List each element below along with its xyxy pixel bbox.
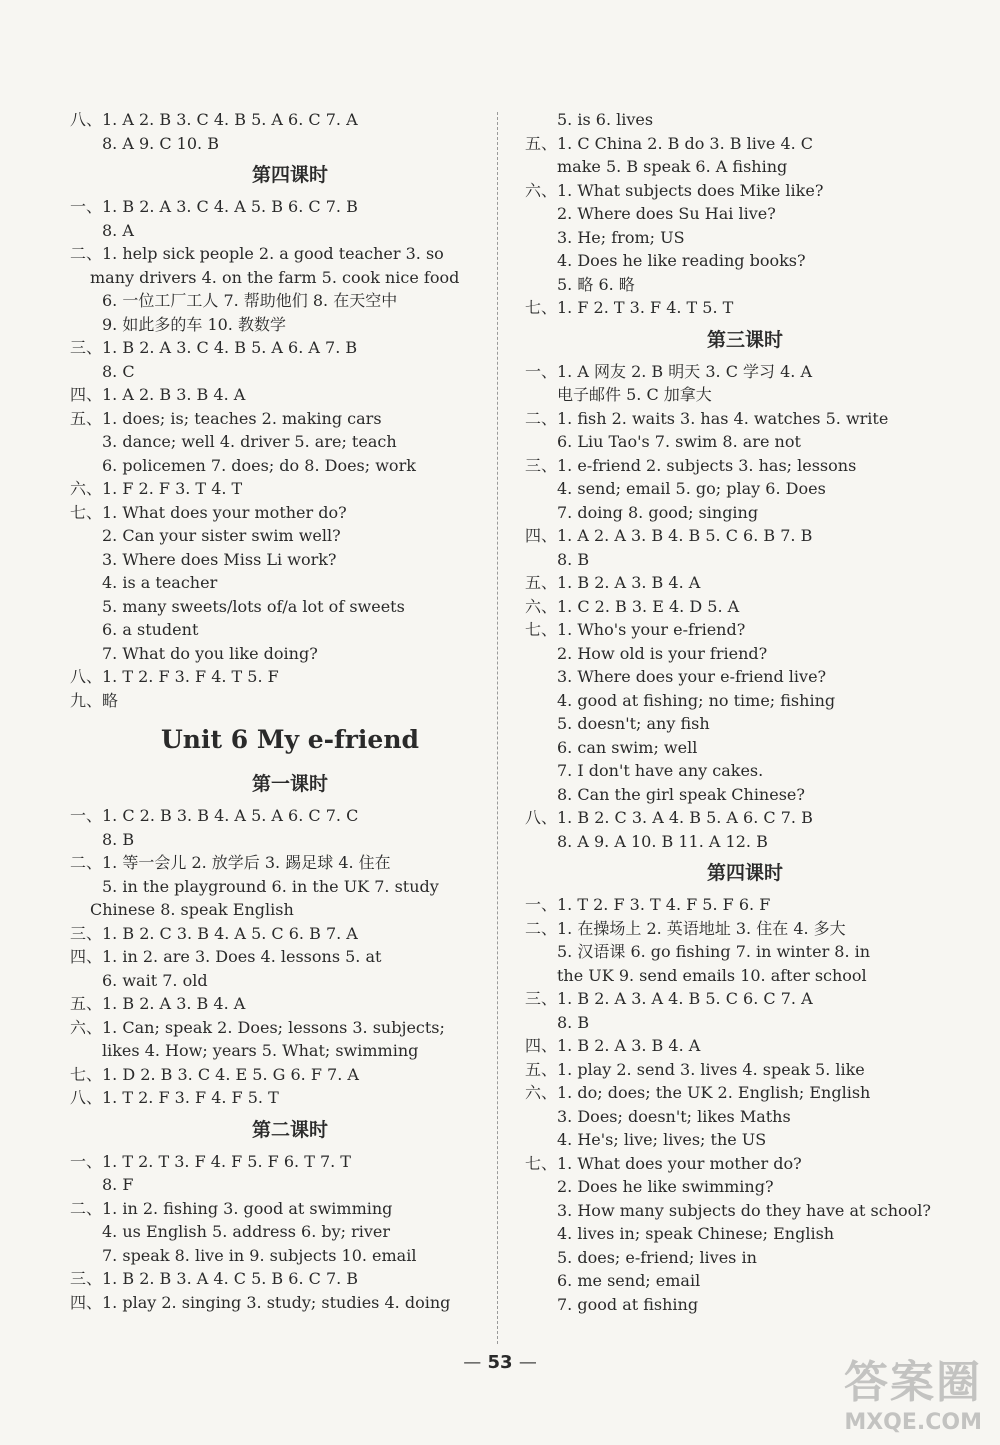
- answer-line: 5. many sweets/lots of/a lot of sweets: [102, 596, 405, 616]
- answer-line: Chinese 8. speak English: [90, 900, 294, 919]
- answer-line: 五、1. does; is; teaches 2. making cars: [70, 408, 382, 428]
- answer-line: 五、1. B 2. A 3. B 4. A: [525, 573, 701, 592]
- answer-line: 七、1. F 2. T 3. F 4. T 5. T: [525, 298, 734, 317]
- answer-line: 四、1. B 2. A 3. B 4. A: [525, 1036, 701, 1055]
- answer-line: 2. How old is your friend?: [557, 643, 768, 663]
- answer-line: 5. 略 6. 略: [557, 274, 635, 294]
- answer-line: 二、1. 等一会儿 2. 放学后 3. 踢足球 4. 住在: [70, 853, 391, 872]
- answer-line: 2. Where does Su Hai live?: [557, 204, 776, 223]
- answer-line: 三、1. B 2. B 3. A 4. C 5. B 6. C 7. B: [70, 1269, 359, 1288]
- answer-line: 7. I don't have any cakes.: [557, 761, 764, 780]
- answer-line: 5. 汉语课 6. go fishing 7. in winter 8. in: [557, 942, 871, 961]
- answer-line: 4. He's; live; lives; the US: [557, 1130, 767, 1149]
- answer-line: 三、1. B 2. A 3. C 4. B 5. A 6. A 7. B: [70, 338, 358, 357]
- answer-line: 7. What do you like doing?: [102, 643, 318, 663]
- answer-line: make 5. B speak 6. A fishing: [557, 157, 788, 176]
- answer-line: 一、1. C 2. B 3. B 4. A 5. A 6. C 7. C: [70, 806, 359, 825]
- answer-line: 8. F: [102, 1175, 134, 1194]
- answer-line: 八、1. T 2. F 3. F 4. T 5. F: [70, 667, 279, 686]
- answer-line: 6. wait 7. old: [102, 970, 208, 990]
- section-heading: 第四课时: [251, 164, 328, 186]
- answer-line: 6. Liu Tao's 7. swim 8. are not: [557, 432, 801, 451]
- answer-line: many drivers 4. on the farm 5. cook nice food: [90, 267, 460, 287]
- column-divider: [497, 112, 498, 1344]
- answer-line: 5. is 6. lives: [557, 110, 654, 129]
- answer-line: 6. can swim; well: [557, 737, 698, 757]
- answer-line: 4. us English 5. address 6. by; river: [102, 1222, 391, 1241]
- section-heading: 第四课时: [706, 862, 783, 884]
- answer-line: 8. A 9. C 10. B: [102, 133, 219, 153]
- answer-line: 三、1. B 2. C 3. B 4. A 5. C 6. B 7. A: [70, 923, 358, 943]
- answer-line: 三、1. B 2. A 3. A 4. B 5. C 6. C 7. A: [525, 989, 813, 1008]
- answer-line: 四、1. A 2. B 3. B 4. A: [70, 385, 246, 404]
- answer-line: 5. in the playground 6. in the UK 7. study: [102, 876, 439, 896]
- answer-line: 2. Does he like swimming?: [557, 1177, 774, 1196]
- watermark-logo: [844, 1346, 982, 1435]
- answer-line: likes 4. How; years 5. What; swimming: [102, 1041, 419, 1060]
- answer-line: the UK 9. send emails 10. after school: [557, 965, 867, 985]
- answer-line: 八、1. B 2. C 3. A 4. B 5. A 6. C 7. B: [525, 808, 813, 827]
- answer-line: 3. He; from; US: [557, 227, 685, 247]
- watermark-text: 答案圈: [844, 1357, 982, 1408]
- answer-line: 3. Where does your e-friend live?: [557, 667, 827, 686]
- answer-line: 七、1. D 2. B 3. C 4. E 5. G 6. F 7. A: [70, 1064, 359, 1084]
- answer-line: 六、1. Can; speak 2. Does; lessons 3. subjects;: [70, 1017, 445, 1037]
- answer-line: 五、1. play 2. send 3. lives 4. speak 5. like: [525, 1059, 865, 1079]
- answer-line: 6. a student: [102, 620, 199, 639]
- answer-line: 6. policemen 7. does; do 8. Does; work: [102, 455, 416, 475]
- unit-title: Unit 6 My e-friend: [161, 725, 419, 754]
- answer-line: 8. C: [102, 361, 135, 381]
- answer-line: 4. Does he like reading books?: [557, 251, 806, 270]
- section-heading: 第二课时: [251, 1118, 328, 1141]
- right-column: [525, 108, 965, 1316]
- answer-line: 四、1. in 2. are 3. Does 4. lessons 5. at: [70, 947, 382, 966]
- answer-line: 二、1. in 2. fishing 3. good at swimming: [70, 1198, 393, 1218]
- answer-line: 7. speak 8. live in 9. subjects 10. email: [102, 1245, 417, 1265]
- answer-line: 6. 一位工厂工人 7. 帮助他们 8. 在天空中: [102, 291, 398, 310]
- answer-line: 四、1. play 2. singing 3. study; studies 4. doing: [70, 1292, 451, 1312]
- answer-line: 3. How many subjects do they have at school?: [557, 1200, 931, 1220]
- answer-line: 二、1. help sick people 2. a good teacher 3. so: [70, 244, 444, 263]
- answer-line: 电子邮件 5. C 加拿大: [557, 385, 712, 404]
- answer-line: 六、1. do; does; the UK 2. English; English: [525, 1083, 871, 1102]
- watermark-domain: MXQE.COM: [844, 1410, 982, 1435]
- answer-line: 一、1. A 网友 2. B 明天 3. C 学习 4. A: [525, 361, 813, 381]
- section-heading: 第三课时: [706, 328, 783, 351]
- answer-line: 六、1. C 2. B 3. E 4. D 5. A: [525, 596, 740, 616]
- answer-line: 2. Can your sister swim well?: [102, 526, 341, 545]
- answer-line: 4. is a teacher: [102, 573, 218, 592]
- answer-line: 4. good at fishing; no time; fishing: [557, 690, 836, 710]
- answer-line: 8. B: [557, 1012, 590, 1032]
- answer-line: 六、1. What subjects does Mike like?: [525, 180, 824, 200]
- answer-line: 二、1. fish 2. waits 3. has 4. watches 5. write: [525, 408, 889, 428]
- answer-line: 五、1. B 2. A 3. B 4. A: [70, 994, 246, 1013]
- page-dash-left: —: [463, 1352, 482, 1373]
- left-column: [70, 108, 510, 1314]
- page-dash-right: —: [518, 1352, 537, 1373]
- answer-line: 4. send; email 5. go; play 6. Does: [557, 479, 826, 498]
- answer-line: 9. 如此多的车 10. 教数学: [102, 314, 286, 334]
- section-heading: 第一课时: [251, 773, 328, 795]
- answer-line: 7. good at fishing: [557, 1294, 699, 1314]
- answer-line: 七、1. What does your mother do?: [70, 502, 347, 522]
- answer-line: 4. lives in; speak Chinese; English: [557, 1224, 835, 1243]
- answer-line: 六、1. F 2. F 3. T 4. T: [70, 479, 243, 498]
- answer-line: 七、1. Who's your e-friend?: [525, 620, 746, 639]
- answer-line: 八、1. A 2. B 3. C 4. B 5. A 6. C 7. A: [70, 110, 358, 129]
- answer-line: 7. doing 8. good; singing: [557, 502, 759, 522]
- answer-line: 一、1. T 2. T 3. F 4. F 5. F 6. T 7. T: [70, 1151, 351, 1171]
- answer-line: 七、1. What does your mother do?: [525, 1153, 802, 1173]
- answer-line: 一、1. T 2. F 3. T 4. F 5. F 6. F: [525, 895, 771, 914]
- answer-line: 3. Where does Miss Li work?: [102, 549, 337, 569]
- answer-line: 五、1. C China 2. B do 3. B live 4. C: [525, 133, 814, 153]
- answer-line: 3. Does; doesn't; likes Maths: [557, 1106, 791, 1126]
- answer-line: 8. Can the girl speak Chinese?: [557, 784, 805, 804]
- page-number-value: 53: [487, 1352, 513, 1373]
- answer-line: 8. A: [102, 220, 134, 240]
- answer-line: 8. B: [557, 549, 590, 569]
- answer-line: 8. A 9. A 10. B 11. A 12. B: [557, 831, 768, 851]
- answer-line: 二、1. 在操场上 2. 英语地址 3. 住在 4. 多大: [525, 918, 846, 938]
- answer-line: 三、1. e-friend 2. subjects 3. has; lessons: [525, 455, 857, 475]
- answer-line: 一、1. B 2. A 3. C 4. A 5. B 6. C 7. B: [70, 197, 358, 216]
- answer-line: 八、1. T 2. F 3. F 4. F 5. T: [70, 1088, 279, 1107]
- answer-line: 3. dance; well 4. driver 5. are; teach: [102, 432, 397, 451]
- answer-line: 6. me send; email: [557, 1271, 701, 1290]
- answer-line: 8. B: [102, 829, 135, 849]
- answer-line: 5. does; e-friend; lives in: [557, 1247, 757, 1267]
- answer-line: 5. doesn't; any fish: [557, 714, 710, 733]
- answer-line: 四、1. A 2. A 3. B 4. B 5. C 6. B 7. B: [525, 526, 813, 545]
- answer-line: 九、略: [70, 690, 119, 710]
